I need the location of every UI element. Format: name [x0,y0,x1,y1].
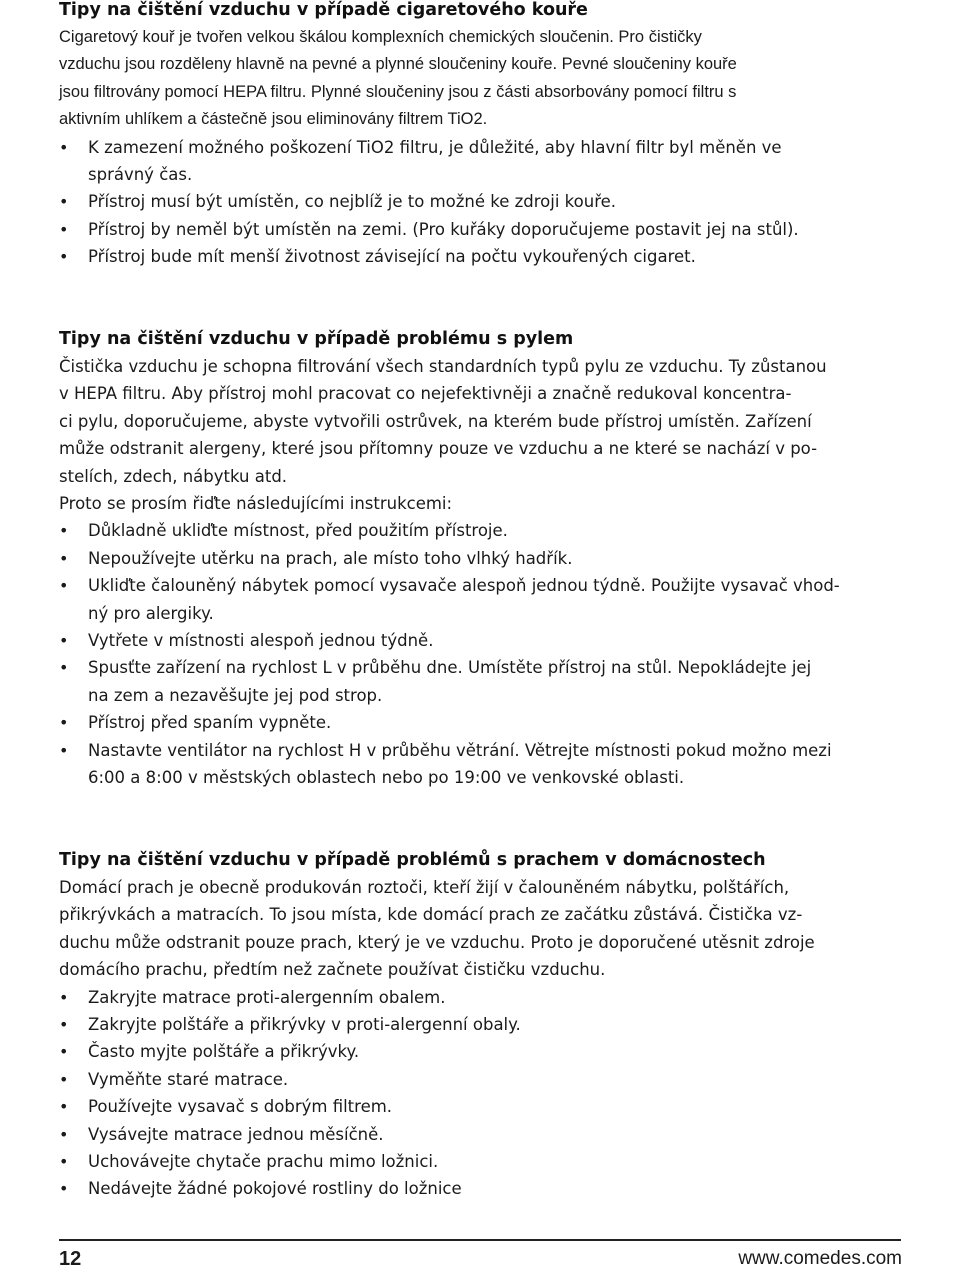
list-item: • Přístroj musí být umístěn, co nejblíž je to možné ke zdroji kouře. [59,188,901,215]
list-item: • Nepoužívejte utěrku na prach, ale místo toho vlhký hadřík. [59,545,901,572]
footer-divider [59,1239,901,1241]
list-item: • Často myjte polštáře a přikrývky. [59,1038,901,1065]
smoke-section [59,0,901,271]
list-item: • Přístroj před spaním vypněte. [59,709,901,736]
list-item: • Používejte vysavač s dobrým filtrem. [59,1093,901,1120]
smoke-intro: Cigaretový kouř je tvořen velkou škálou komplexních chemických sloučenin. Pro čističky vzduchu jsou rozděleny hlavně na pevné a plynné sloučeniny kouře. Pevné sloučeniny kouře jsou filtrovány pomocí HEPA filtru. Plynné sloučeniny jsou z části absorbovány pomocí filtru s aktivním uhlíkem a částečně jsou eliminovány filtrem TiO2. [59,28,737,129]
pollen-section [59,325,901,792]
dust-intro: Domácí prach je obecně produkován roztoči, kteří žijí v čalouněném nábytku, polštářích, přikrývkách a matracích. To jsou místa, kde domácí prach ze začátku zůstává. Čistička vz- duchu může odstranit pouze prach, který je ve vzduchu. Proto je doporučené utěsnit zdroje domácího prachu, předtím než začnete používat čističku vzduchu. [59,878,815,980]
pollen-instruction: Proto se prosím řiďte následujícími instrukcemi: [59,494,453,514]
list-item: • Zakryjte polštáře a přikrývky v proti-alergenní obaly. [59,1011,901,1038]
pollen-tips-list [59,517,901,791]
list-item: • K zamezení možného poškození TiO2 filtru, je důležité, aby hlavní filtr byl měněn ve správný čas. [59,134,901,189]
list-item: • Ukliďte čalouněný nábytek pomocí vysavače alespoň jednou týdně. Použijte vysavač vhod- ný pro alergiky. [59,572,901,627]
list-item: • Přístroj bude mít menší životnost závisející na počtu vykouřených cigaret. [59,243,901,270]
list-item: • Přístroj by neměl být umístěn na zemi. (Pro kuřáky doporučujeme postavit jej na stůl). [59,216,901,243]
list-item: • Zakryjte matrace proti-alergenním obalem. [59,984,901,1011]
dust-tips-list [59,984,901,1203]
list-item: • Vytřete v místnosti alespoň jednou týdně. [59,627,901,654]
list-item: • Vysávejte matrace jednou měsíčně. [59,1121,901,1148]
page-number: 12 [59,1248,82,1270]
list-item: • Nedávejte žádné pokojové rostliny do ložnice [59,1175,901,1202]
pollen-intro: Čistička vzduchu je schopna filtrování všech standardních typů pylu ze vzduchu. Ty zůstanou v HEPA filtru. Aby přístroj mohl pracovat co nejefektivněji a značně redukoval koncentra- ci pylu, doporučujeme, abyste vytvořili ostrůvek, na kterém bude přístroj umístěn. Zařízení může odstranit alergeny, které jsou přítomny pouze ve vzduchu a ne které se nachází v po- stelích, zdech, nábytku atd. [59,357,827,486]
dust-heading: Tipy na čištění vzduchu v případě problémů s prachem v domácnostech [59,850,766,870]
list-item: • Nastavte ventilátor na rychlost H v průběhu větrání. Větrejte místnosti pokud možno mezi 6:00 a 8:00 v městských oblastech nebo po 19:00 ve venkovské oblasti. [59,737,901,792]
list-item: • Důkladně ukliďte místnost, před použitím přístroje. [59,517,901,544]
list-item: • Spusťte zařízení na rychlost L v průběhu dne. Umístěte přístroj na stůl. Nepokládejte jej na zem a nezavěšujte jej pod strop. [59,654,901,709]
website-link: www.comedes.com [738,1248,902,1269]
smoke-heading: Tipy na čištění vzduchu v případě cigaretového kouře [59,0,588,20]
dust-section [59,846,901,1203]
list-item: • Vyměňte staré matrace. [59,1066,901,1093]
list-item: • Uchovávejte chytače prachu mimo ložnici. [59,1148,901,1175]
smoke-tips-list [59,134,901,271]
pollen-heading: Tipy na čištění vzduchu v případě problému s pylem [59,329,574,349]
